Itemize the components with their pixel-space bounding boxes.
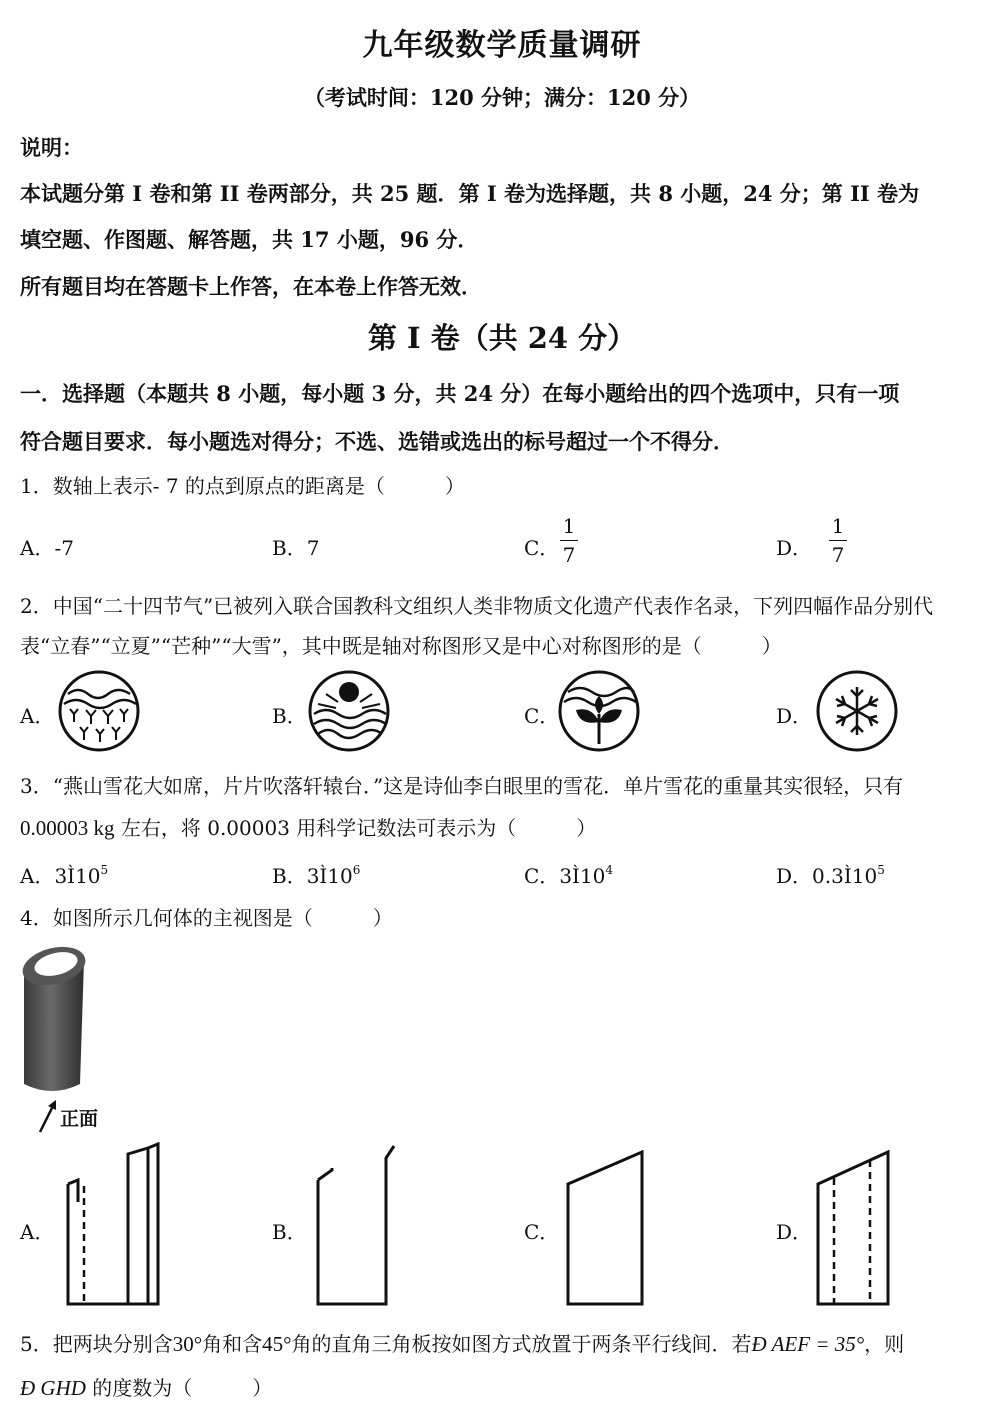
q2-option-a-label[interactable]: A． bbox=[20, 704, 55, 728]
option-label: A． bbox=[20, 536, 55, 560]
front-label: 正面 bbox=[60, 1108, 99, 1130]
option-exponent: 6 bbox=[352, 863, 361, 877]
option-base: 0.3Ì10 bbox=[812, 864, 878, 888]
q4-option-c-label[interactable]: C． bbox=[524, 1220, 560, 1244]
numerator: 1 bbox=[562, 514, 576, 538]
q4-option-d-label[interactable]: D． bbox=[776, 1220, 813, 1244]
q5-stem-line1 bbox=[20, 1328, 904, 1357]
q2-option-d-label[interactable]: D． bbox=[776, 704, 813, 728]
section-title: 第 I 卷（共 24 分） bbox=[367, 321, 637, 355]
q4-option-a-label[interactable]: A． bbox=[20, 1220, 55, 1244]
denominator: 7 bbox=[562, 543, 576, 567]
q4-option-b-figure[interactable] bbox=[310, 1140, 400, 1310]
q3-option-a[interactable] bbox=[20, 860, 108, 889]
spring-emblem-icon[interactable] bbox=[58, 670, 140, 752]
q4-option-a-figure[interactable] bbox=[60, 1140, 170, 1310]
q4-option-c-figure[interactable] bbox=[562, 1140, 652, 1310]
option-label: C． bbox=[524, 864, 560, 888]
q2-stem-line2: 表“立春”“立夏”“芒种”“大雪”，其中既是轴对称图形又是中心对称图形的是（ ） bbox=[20, 634, 782, 658]
option-label: D． bbox=[776, 536, 813, 560]
snowflake-emblem-icon[interactable] bbox=[816, 670, 898, 752]
q2-option-c-label[interactable]: C． bbox=[524, 704, 560, 728]
exam-subtitle: （考试时间：120 分钟；满分：120 分） bbox=[303, 85, 701, 110]
q5-text: ，则 bbox=[864, 1332, 905, 1356]
q4-option-d-figure[interactable] bbox=[812, 1140, 902, 1310]
option-value: 7 bbox=[306, 536, 320, 560]
q5-angle-45: 45° bbox=[262, 1332, 292, 1356]
instructions-heading: 说明： bbox=[20, 135, 83, 160]
q3-stem-line2 bbox=[20, 812, 596, 841]
q5-text: 角的直角三角板按如图方式放置于两条平行线间．若 bbox=[291, 1332, 752, 1356]
q1-option-c-fraction bbox=[560, 514, 578, 567]
q2-option-b-label[interactable]: B． bbox=[272, 704, 307, 728]
option-label: C． bbox=[524, 536, 560, 560]
hollow-cylinder-figure bbox=[18, 938, 98, 1098]
q5-text: 5．把两块分别含 bbox=[20, 1332, 173, 1356]
numerator: 1 bbox=[831, 514, 845, 538]
q1-option-a[interactable] bbox=[20, 532, 74, 561]
option-label: B． bbox=[272, 536, 307, 560]
q2-stem-line1: 2．中国“二十四节气”已被列入联合国教科文组织人类非物质文化遗产代表作名录，下列四幅作品分别代 bbox=[20, 594, 934, 618]
section-intro-line1: 一．选择题（本题共 8 小题，每小题 3 分，共 24 分）在每小题给出的四个选项中，只有一项 bbox=[20, 381, 900, 406]
q4-stem: 4．如图所示几何体的主视图是（ ） bbox=[20, 906, 393, 930]
q3-option-b[interactable] bbox=[272, 860, 360, 889]
summer-sun-emblem-icon[interactable] bbox=[308, 670, 390, 752]
q5-text: 的度数为（ ） bbox=[92, 1376, 273, 1400]
q3-stem-line1: 3．“燕山雪花大如席，片片吹落轩辕台．”这是诗仙李白眼里的雪花．单片雪花的重量其实很轻，只有 bbox=[20, 774, 904, 798]
option-label: B． bbox=[272, 864, 307, 888]
q5-target-angle: Ð GHD bbox=[20, 1376, 86, 1400]
option-base: 3Ì10 bbox=[54, 864, 101, 888]
q1-option-c[interactable] bbox=[524, 532, 559, 561]
option-value: -7 bbox=[54, 536, 74, 560]
q5-angle-30: 30° bbox=[172, 1332, 203, 1356]
q3-mass-value: 0.00003 kg bbox=[20, 816, 115, 840]
instructions-line3: 所有题目均在答题卡上作答，在本卷上作答无效． bbox=[20, 274, 482, 299]
option-base: 3Ì10 bbox=[306, 864, 353, 888]
front-direction-arrow-icon bbox=[36, 1098, 60, 1134]
section-intro-line2: 符合题目要求．每小题选对得分；不选、选错或选出的标号超过一个不得分． bbox=[20, 429, 734, 454]
grain-sprout-emblem-icon[interactable] bbox=[558, 670, 640, 752]
instructions-line1: 本试题分第 I 卷和第 II 卷两部分，共 25 题．第 I 卷为选择题，共 8 小题，24 分；第 II 卷为 bbox=[20, 181, 920, 206]
denominator: 7 bbox=[831, 543, 845, 567]
q5-condition: Ð AEF = 35° bbox=[751, 1332, 865, 1356]
q5-text: 角和含 bbox=[202, 1332, 263, 1356]
q1-option-d-fraction bbox=[829, 514, 847, 567]
q3-option-c[interactable] bbox=[524, 860, 613, 889]
instructions-line2: 填空题、作图题、解答题，共 17 小题，96 分． bbox=[20, 227, 479, 252]
option-label: D． bbox=[776, 864, 813, 888]
option-exponent: 5 bbox=[877, 863, 885, 877]
q3-stem-rest: 左右，将 0.00003 用科学记数法可表示为（ ） bbox=[120, 816, 597, 840]
option-exponent: 4 bbox=[605, 863, 614, 877]
q1-stem: 1．数轴上表示- 7 的点到原点的距离是（ ） bbox=[20, 474, 465, 498]
q1-option-b[interactable] bbox=[272, 532, 319, 561]
q5-stem-line2 bbox=[20, 1372, 272, 1401]
q4-option-b-label[interactable]: B． bbox=[272, 1220, 307, 1244]
option-label: A． bbox=[20, 864, 55, 888]
exam-title: 九年级数学质量调研 bbox=[362, 28, 642, 63]
option-exponent: 5 bbox=[100, 863, 109, 877]
option-base: 3Ì10 bbox=[559, 864, 606, 888]
q3-option-d[interactable] bbox=[776, 860, 885, 889]
q1-option-d[interactable] bbox=[776, 532, 812, 561]
